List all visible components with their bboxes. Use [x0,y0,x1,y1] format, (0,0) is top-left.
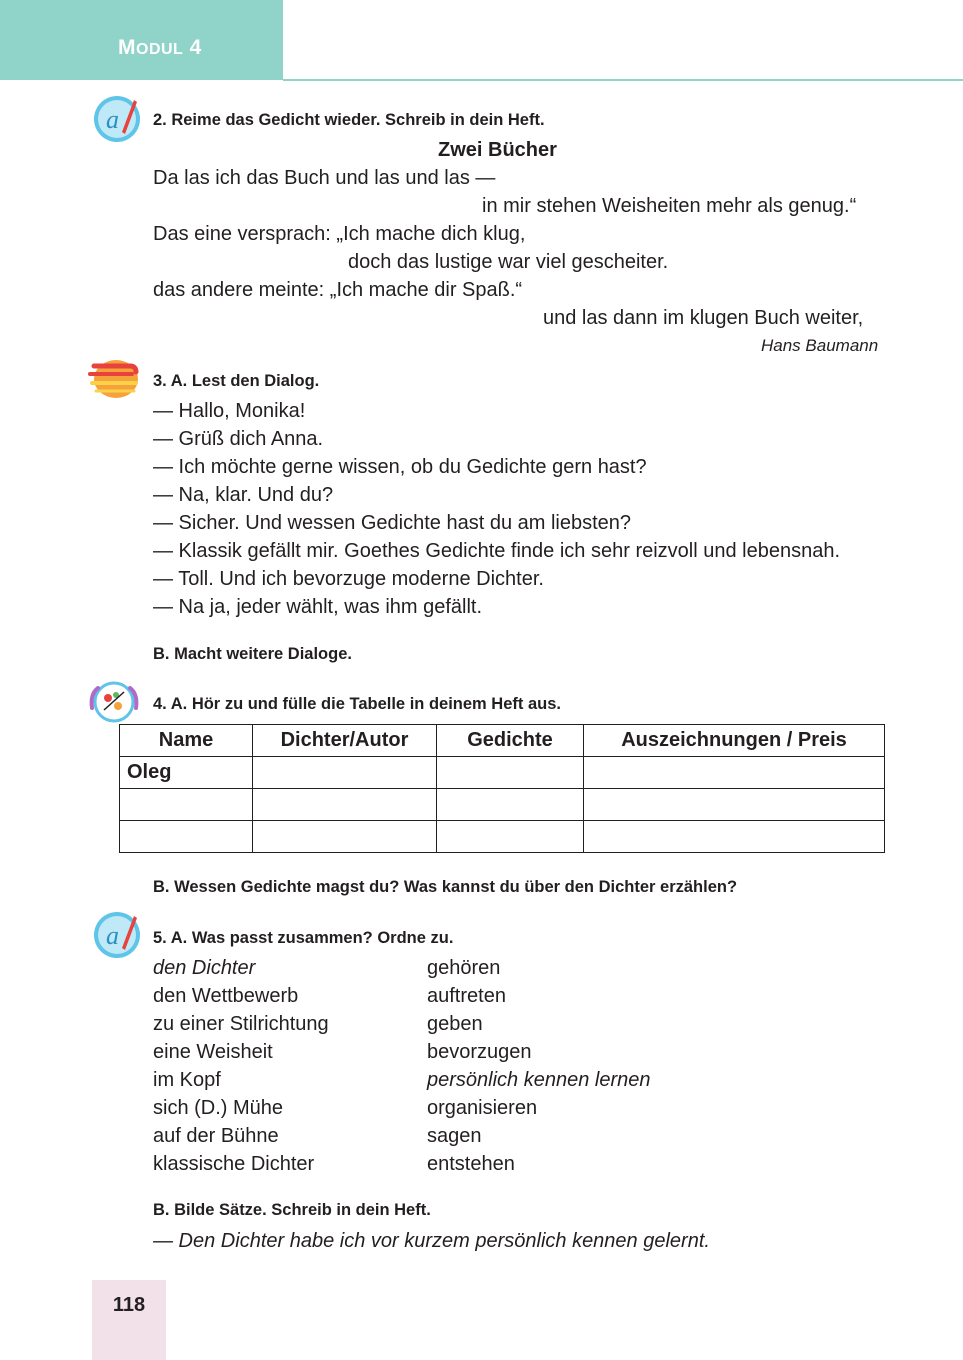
dialog-line: — Grüß dich Anna. [153,428,324,450]
match-right-item: geben [427,1013,483,1035]
table-cell [253,821,437,853]
svg-text:a: a [106,921,119,950]
poem-line: doch das lustige war viel gescheiter. [348,251,669,273]
task3b-instruction: B. Macht weitere Dialoge. [153,645,352,663]
table-cell [584,789,885,821]
match-left-item: eine Weisheit [153,1041,273,1063]
task4-instruction: 4. A. Hör zu und fülle die Tabelle in deinem Heft aus. [153,695,561,713]
page-number-box [92,1280,166,1360]
dialog-line: — Toll. Und ich bevorzuge moderne Dichter. [153,568,544,590]
table-cell [584,821,885,853]
table-header-cell: Name [120,725,253,757]
task5-instruction: 5. A. Was passt zusammen? Ordne zu. [153,929,454,947]
match-left-item: im Kopf [153,1069,221,1091]
dialog-line: — Klassik gefällt mir. Goethes Gedichte finde ich sehr reizvoll und lebensnah. [153,540,841,562]
dialog-line: — Hallo, Monika! [153,400,306,422]
match-right-item: entstehen [427,1153,515,1175]
match-right-item: bevorzugen [427,1041,532,1063]
listening-headphones-icon [86,680,142,724]
poem-line: in mir stehen Weisheiten mehr als genug.“ [482,195,857,217]
match-right-item: sagen [427,1125,482,1147]
dialog-line: — Sicher. Und wessen Gedichte hast du am liebsten? [153,512,632,534]
table-header-row [120,725,885,757]
table-cell [120,821,253,853]
page-number: 118 [112,1294,146,1316]
task3-instruction: 3. A. Lest den Dialog. [153,372,320,390]
table-cell [584,757,885,789]
table-cell [437,821,584,853]
table-header-cell: Dichter/Autor [253,725,437,757]
header-divider [283,79,963,81]
table-cell: Oleg [120,757,253,789]
match-left-item: sich (D.) Mühe [153,1097,284,1119]
match-left-item: den Dichter [153,957,256,979]
table-header-cell: Gedichte [437,725,584,757]
table-header-cell: Auszeichnungen / Preis [584,725,885,757]
table-cell [437,757,584,789]
poem-line: und las dann im klugen Buch weiter, [543,307,864,329]
table-row [120,789,885,821]
module-title: MODUL 4 [118,36,202,59]
poem-line: das andere meinte: „Ich mache dir Spaß.“ [153,279,523,301]
match-left-item: klassische Dichter [153,1153,315,1175]
task2-instruction: 2. Reime das Gedicht wieder. Schreib in dein Heft. [153,111,545,129]
table-row [120,821,885,853]
match-right-item: persönlich kennen lernen [427,1069,651,1091]
writing-pen-icon [92,910,142,960]
table-cell [120,789,253,821]
match-right-item: gehören [427,957,501,979]
table-cell [437,789,584,821]
poem-title: Zwei Bücher [438,139,557,161]
table-cell [253,789,437,821]
answer-table [119,724,885,853]
match-left-item: den Wettbewerb [153,985,299,1007]
poem-author: Hans Baumann [761,336,879,355]
dialog-line: — Na, klar. Und du? [153,484,334,506]
writing-pen-icon [92,94,142,144]
match-left-item: auf der Bühne [153,1125,279,1147]
dialog-line: — Na ja, jeder wählt, was ihm gefällt. [153,596,483,618]
poem-line: Das eine versprach: „Ich mache dich klug, [153,223,526,245]
table-cell [253,757,437,789]
dialog-line: — Ich möchte gerne wissen, ob du Gedichte gern hast? [153,456,647,478]
table-row [120,757,885,789]
svg-text:a: a [106,105,119,134]
poem-line: Da las ich das Buch und las und las — [153,167,496,189]
match-right-item: organisieren [427,1097,538,1119]
example-sentence: — Den Dichter habe ich vor kurzem persönlich kennen gelernt. [153,1230,710,1252]
speaking-hands-icon [86,356,142,402]
match-right-item: auftreten [427,985,506,1007]
match-left-item: zu einer Stilrichtung [153,1013,329,1035]
task4b-instruction: B. Wessen Gedichte magst du? Was kannst du über den Dichter erzählen? [153,878,738,896]
task5b-instruction: B. Bilde Sätze. Schreib in dein Heft. [153,1201,431,1219]
